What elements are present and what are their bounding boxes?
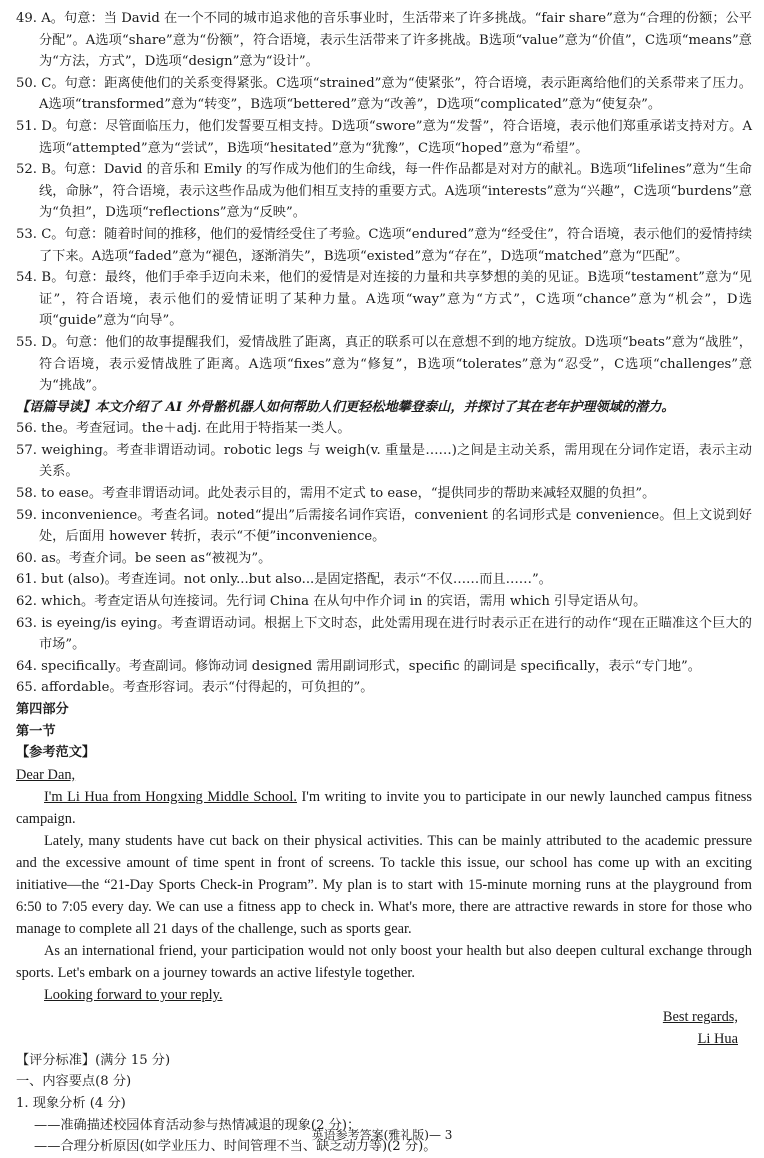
content-points-heading: 一、内容要点(8 分) <box>16 1074 132 1090</box>
letter-signature <box>16 1028 752 1050</box>
point-1-item: ——准确描述校园体育活动参与热情减退的现象(2 分)； <box>34 1117 361 1133</box>
sample-essay-label: 【参考范文】 <box>16 745 96 761</box>
page-footer: 英语参考答案(雅礼版)— 3 <box>311 1128 453 1142</box>
letter-paragraph-3: As an international friend, your participation would not only boost your health but also deepen cultural exchange through sports. Let's embark on a journey towards an active lifestyle together. <box>16 942 752 981</box>
sample-letter <box>16 764 752 1050</box>
passage-guide: 【语篇导读】本文介绍了 AI 外骨骼机器人如何帮助人们更轻松地攀登泰山，并探讨了其在老年护理领域的潜力。 <box>16 399 675 415</box>
letter-sign-off-text: Best regards, <box>662 1008 738 1025</box>
scoring-title: 【评分标准】(满分 15 分) <box>16 1052 171 1068</box>
part-four-heading: 第四部分 <box>16 702 69 717</box>
section-one-heading: 第一节 <box>16 723 56 739</box>
answer-52: 52. B。句意：David 的音乐和 Emily 的写作成为他们的生命线，每一件作品都是对对方的献礼。B选项“lifelines”意为“生命线，命脉”，符合语境，表示这些作品成为他们相互支持的重要方式。A选项“interests”意为“兴趣”，C选项“burdens”意为“负担”，D选项“reflections”意为“反映”。 <box>16 162 752 221</box>
letter-salutation: Dear Dan, <box>16 766 76 783</box>
answer-59: 59. inconvenience。考查名词。noted“提出”后需接名词作宾语，convenient 的名词形式是 convenience。但上文说到好处，后面用 however 转折，表示“不便”inconvenience。 <box>16 507 752 545</box>
answer-62: 62. which。考查定语从句连接词。先行词 China 在从句中作介词 in 的宾语，需用 which 引导定语从句。 <box>16 594 647 610</box>
answer-58: 58. to ease。考查非谓语动词。此处表示目的，需用不定式 to ease，“提供同步的帮助来减轻双腿的负担”。 <box>16 486 656 502</box>
point-1-title: 1. 现象分析 (4 分) <box>16 1095 126 1111</box>
answer-53: 53. C。句意：随着时间的推移，他们的爱情经受住了考验。C选项“endured”意为“经受住”，符合语境，表示他们的爱情持续了下来。A选项“faded”意为“褪色，逐渐消失”，B选项“existed”意为“存在”，D选项“matched”意为“匹配”。 <box>16 226 752 264</box>
letter-intro-underlined: I'm Li Hua from Hongxing Middle School. <box>44 788 297 805</box>
answer-56: 56. the。考查冠词。the＋adj. 在此用于特指某一类人。 <box>16 421 351 437</box>
letter-paragraph-1 <box>16 786 752 830</box>
answer-64: 64. specifically。考查副词。修饰动词 designed 需用副词形式，specific 的副词是 specifically，表示“专门地”。 <box>16 658 701 674</box>
answer-57: 57. weighing。考查非谓语动词。robotic legs 与 weigh(v. 重量是……)之间是主动关系，需用现在分词作定语，表示主动关系。 <box>16 442 752 480</box>
answer-65: 65. affordable。考查形容词。表示“付得起的，可负担的”。 <box>16 680 374 696</box>
letter-closing-text: Looking forward to your reply. <box>44 986 223 1003</box>
letter-sign-off <box>16 1006 752 1028</box>
answer-60: 60. as。考查介词。be seen as“被视为”。 <box>16 550 272 566</box>
letter-signature-text: Li Hua <box>697 1030 738 1047</box>
answer-55: 55. D。句意：他们的故事提醒我们，爱情战胜了距离，真正的联系可以在意想不到的地方绽放。D选项“beats”意为“战胜”，符合语境，表示爱情战胜了距离。A选项“fixes”意为“修复”，B选项“tolerates”意为“忍受”，C选项“challenges”意为“挑战”。 <box>16 334 752 394</box>
point-1-item: ——合理分析原因(如学业压力、时间管理不当、缺乏动力等)(2 分)。 <box>34 1139 437 1155</box>
letter-paragraph-2: Lately, many students have cut back on their physical activities. This can be mainly attributed to the academic pressure and the excessive amount of time spent in front of screens. To tackle this issue, our school has come up with an exciting initiative—the “21-Day Sports Check-in Program”. My plan is to start with 15-minute morning runs at the playground from 6:50 to 7:05 every day. We can use a fitness app to check in. What's more, there are attractive rewards in store for those who manage to complete all 21 days of the challenge, such as sports gear. <box>16 832 752 937</box>
answers-top <box>16 8 752 397</box>
answers-bottom <box>16 418 752 699</box>
answer-63: 63. is eyeing/is eying。考查谓语动词。根据上下文时态，此处需用现在进行时表示正在进行的动作“现在正瞄准这个巨大的市场”。 <box>16 615 752 653</box>
letter-intro-rest: I'm writing to invite you to participate in our newly launched campus fitness campaign. <box>16 788 753 827</box>
answer-54: 54. B。句意：最终，他们手牵手迈向未来，他们的爱情是对连接的力量和共享梦想的美的见证。B选项“testament”意为“见证”，符合语境，表示他们的爱情证明了某种力量。A选项“way”意为“方式”，C选项“chance”意为“机会”，D选项“guide”意为“向导”。 <box>16 270 752 329</box>
answer-61: 61. but (also)。考查连词。not only...but also...是固定搭配，表示“不仅……而且……”。 <box>16 572 552 588</box>
answer-50: 50. C。句意：距离使他们的关系变得紧张。C选项“strained”意为“使紧张”，符合语境，表示距离给他们的关系带来了压力。A选项“transformed”意为“转变”，B选项“bettered”意为“改善”，D选项“complicated”意为“使复杂”。 <box>16 75 752 113</box>
answer-49: 49. A。句意：当 David 在一个不同的城市追求他的音乐事业时，生活带来了许多挑战。“fair share”意为“合理的份额；公平分配”。A选项“share”意为“份额”，符合语境，表示生活带来了许多挑战。B选项“value”意为“价值”，C选项“means”意为“方法，方式”，D选项“design”意为“设计”。 <box>16 11 752 70</box>
letter-closing-line <box>16 984 752 1006</box>
answer-51: 51. D。句意：尽管面临压力，他们发誓要互相支持。D选项“swore”意为“发誓”，符合语境，表示他们郑重承诺支持对方。A选项“attempted”意为“尝试”，B选项“hesitated”意为“犹豫”，C选项“hoped”意为“希望”。 <box>16 118 752 156</box>
